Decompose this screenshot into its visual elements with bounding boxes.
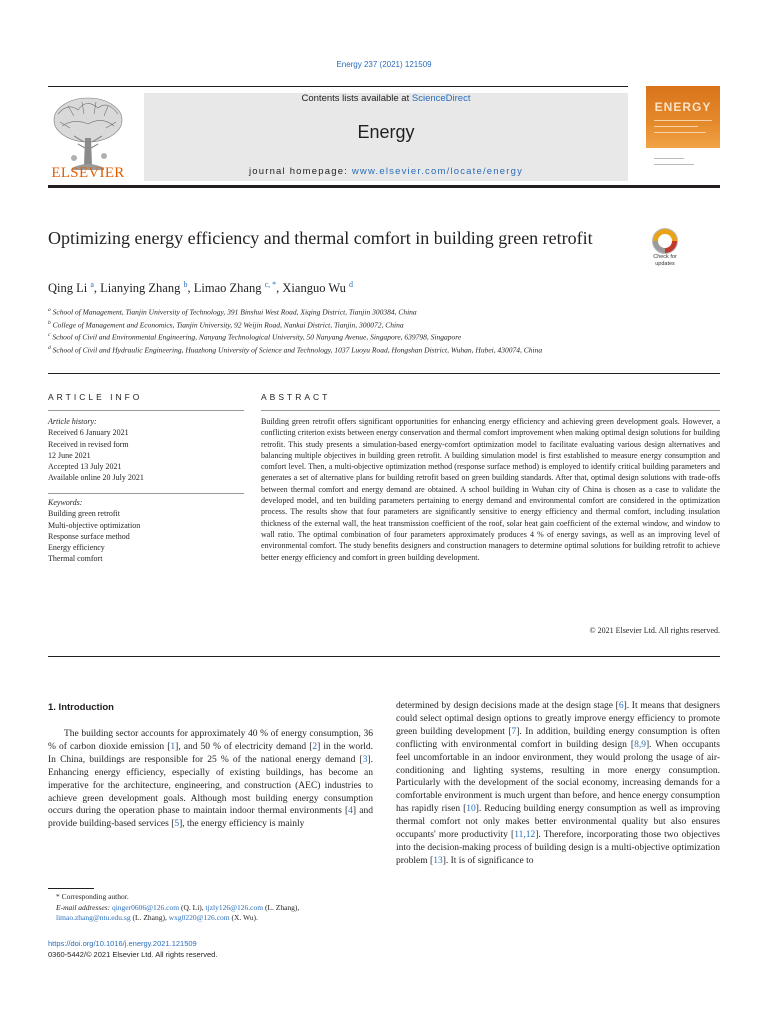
author-list: [48, 280, 698, 296]
contents-prefix: Contents lists available at: [301, 93, 412, 104]
homepage-prefix: journal homepage:: [248, 166, 352, 177]
affiliation-text: School of Management, Tianjin University of Technology, 391 Binshui West Road, Xiqing District, Tianjin 300384, China: [52, 307, 417, 317]
homepage-link[interactable]: www.elsevier.com/locate/energy: [351, 166, 524, 177]
reference-link[interactable]: 4: [348, 806, 353, 817]
reference-link[interactable]: 6: [618, 701, 624, 711]
reference-link[interactable]: 8,9: [634, 739, 646, 750]
body-text: ]. Reducing building energy consumption as well as improving thermal comfort not only makes better environmental quality but also ensures occupants' more productivity [: [396, 804, 721, 841]
affiliation-text: School of Civil and Hydraulic Engineering, Huazhong University of Science and Technology, 1037 Luoyu Road, Hongshan District, Wuhan, Hubei, 430074, China: [52, 345, 543, 354]
author-affil-mark[interactable]: c, *: [264, 280, 277, 289]
author-sep: ,: [187, 281, 194, 296]
author-affil-mark[interactable]: b: [183, 280, 188, 289]
body-text: The building sector accounts for approximately 40 % of energy consumption, 36 % of carbon dioxide emission [: [48, 729, 373, 752]
check-for-updates-label: [645, 254, 685, 267]
email-link[interactable]: wxg0220@126.com: [168, 913, 230, 922]
article-info-rule: [48, 410, 244, 411]
author-sep: ,: [93, 281, 101, 296]
email-owner: (L. Zhang),: [263, 902, 300, 912]
check-for-updates-badge[interactable]: [645, 228, 685, 268]
author-name[interactable]: Qing Li: [48, 281, 88, 296]
affiliation-list: [48, 305, 648, 355]
keyword: Building green retrofit: [48, 509, 120, 519]
body-column-right: [396, 700, 720, 868]
crossmark-center: [658, 234, 672, 248]
reference-link[interactable]: 2: [312, 741, 318, 752]
affiliation: [48, 318, 648, 331]
affiliation-text: College of Management and Economics, Tianjin University, 92 Weijin Road, Nankai District, Tianjin, 300072, China: [52, 320, 404, 329]
issn-copyright: 0360-5442/© 2021 Elsevier Ltd. All rights reserved.: [48, 950, 218, 959]
affiliation-mark: b: [48, 319, 51, 326]
cover-bottom-panel: [646, 148, 720, 178]
body-column-left: [48, 728, 373, 831]
keyword: Thermal comfort: [48, 554, 103, 564]
journal-homepage: [144, 166, 628, 177]
history-item: Received 6 January 2021: [48, 428, 129, 438]
abstract-body: Building green retrofit offers significant opportunities for enhancing energy efficiency and achieving green development goals. However, a conflicting criterion exists between energy conservation and thermal comfort improvement when making optimal design solutions for building retrofit. This study presents a simulation-based energy-comfort optimization model to facilitate evaluating various design alternatives and balancing multiple objectives in building green retrofit. A building simulation model is first established to measure energy consumption and comfort level. Then, a multi-objective optimization method (response surface method) is employed to identify critical building parameters and generates a set of alternative plans for building retrofit based on green building standards. After that, optimal design solutions with trade-offs between thermal comfort and energy demand are obtained. A school building in Wuhan city of China is chosen as a case to validate the developed model, and ten building parameters pertaining to energy demand and environmental comfort are considered in the optimization process. The results show that four parameters are significantly sensitive to energy efficiency and thermal comfort, including insulation thickness of the external wall, the heat transmission coefficient of the roof, solar heat gain coefficient of the external window, and window to wall ratio. The optimal combination of four parameters approximately produces 4 % of energy savings, as well as an improving level of environmental comfort. The study benefits designers and construction managers to determine optimal solutions for building retrofit to achieve better energy efficiency and comfort in green building development.: [261, 417, 720, 562]
affiliation: [48, 343, 648, 356]
article-info-heading: ARTICLE INFO: [48, 392, 143, 402]
email-addresses: [48, 903, 373, 924]
sciencedirect-link[interactable]: ScienceDirect: [411, 93, 471, 104]
affiliation-text: School of Civil and Environmental Engineering, Nanyang Technological University, 50 Nanyang Avenue, Singapore, 639798, Singapore: [52, 332, 462, 342]
email-owner: (Q. Li),: [179, 902, 206, 912]
author-affil-mark[interactable]: d: [349, 280, 354, 289]
article-history: [48, 416, 244, 484]
affiliation-mark: d: [48, 344, 51, 351]
keyword: Energy efficiency: [48, 543, 105, 553]
author-affil-mark[interactable]: a: [90, 280, 94, 289]
body-text: ] and provide building-based services [: [48, 806, 373, 830]
corresponding-author-footnote: [48, 892, 373, 924]
journal-title: Energy: [357, 122, 415, 142]
keyword: Response surface method: [48, 531, 130, 541]
body-text: ]. It means that designers could select optimal design options to greatly improve energy efficiency to promote green building development [: [396, 701, 720, 737]
affiliation: [48, 330, 648, 343]
email-owner: (L. Zhang),: [130, 913, 169, 922]
article-title: Optimizing energy efficiency and thermal comfort in building green retrofit: [48, 228, 593, 248]
badge-line: updates: [655, 260, 675, 267]
contents-availability: [144, 93, 628, 104]
cover-line: [654, 164, 694, 165]
author-sep: ,: [276, 281, 283, 296]
body-text: ]. When occupants feel uncomfortable in an indoor environment, they would prolong the usage of air-conditioning and lighting systems, resulting in more energy consumption. Particularly with the development of the social economy, increasing demands for a comfortable environment is much urgent than before, and hence energy consumption has rapidly risen [: [396, 739, 720, 815]
journal-citation[interactable]: Energy 237 (2021) 121509: [336, 60, 432, 69]
reference-link[interactable]: 13: [433, 855, 443, 866]
corresponding-author-note: * Corresponding author.: [56, 892, 129, 901]
cover-title: ENERGY: [654, 100, 712, 114]
keywords-label: Keywords:: [48, 498, 83, 507]
email-link[interactable]: limao.zhang@ntu.edu.sg: [56, 913, 131, 922]
email-link[interactable]: qinger0606@126.com: [111, 902, 180, 912]
badge-line: Check for: [653, 254, 677, 260]
footnote-rule: [48, 888, 94, 889]
body-text: determined by design decisions made at the design stage [: [396, 701, 619, 711]
reference-link[interactable]: 11,12: [514, 830, 536, 841]
body-text: ]. Enhancing energy efficiency, especially of existing buildings, has become an imperative for the architecture, engineering, and construction (AEC) industries to achieve green development goals. Although most building energy consumption occurs during the operation phase to maintain indoor thermal environments [: [48, 754, 373, 817]
cover-line: [654, 120, 712, 121]
introduction-heading: 1. Introduction: [48, 702, 114, 713]
reference-link[interactable]: 3: [362, 754, 368, 765]
section-rule: [48, 656, 720, 657]
keyword: Multi-objective optimization: [48, 520, 141, 530]
abstract-heading: ABSTRACT: [261, 392, 331, 402]
body-text: ]. In addition, building energy consumption is often conflicting with environmental comfort in building design [: [396, 726, 720, 750]
history-item: 12 June 2021: [48, 450, 91, 460]
affiliation-mark: c: [48, 332, 51, 338]
affiliation: [48, 305, 648, 318]
cover-line: [654, 126, 698, 127]
history-item: Available online 20 July 2021: [48, 473, 144, 483]
header-thick-rule: [48, 185, 720, 188]
body-text: ]. It is of significance to: [442, 855, 534, 866]
author-name[interactable]: Lianying Zhang: [100, 281, 181, 296]
author-name[interactable]: Xianguo Wu: [282, 281, 346, 296]
email-link[interactable]: tjzly126@126.com: [205, 902, 264, 912]
cover-line: [654, 158, 684, 159]
email-owner: (X. Wu).: [229, 913, 258, 922]
affiliation-mark: a: [48, 307, 51, 313]
keyword-list: [48, 497, 244, 565]
section-rule: [48, 373, 720, 374]
abstract-rule: [261, 410, 720, 411]
reference-link[interactable]: 1: [170, 741, 176, 752]
publisher-wordmark[interactable]: ELSEVIER: [51, 165, 125, 181]
reference-link[interactable]: 5: [174, 819, 180, 830]
body-text: ], the energy efficiency is mainly: [179, 819, 305, 830]
cover-art: [646, 86, 720, 148]
history-item: Received in revised form: [48, 439, 129, 449]
author-name[interactable]: Limao Zhang: [193, 281, 262, 296]
abstract-copyright: © 2021 Elsevier Ltd. All rights reserved.: [589, 626, 720, 635]
history-label: Article history:: [48, 417, 97, 426]
body-text: ]. Therefore, incorporating those two objectives into the decision-making process of building design is a multi-objective optimization problem [: [396, 830, 720, 866]
keywords-rule: [48, 493, 244, 494]
email-label: E-mail addresses:: [56, 902, 111, 912]
doi-link[interactable]: https://doi.org/10.1016/j.energy.2021.121509: [48, 939, 197, 948]
history-item: Accepted 13 July 2021: [48, 462, 122, 472]
header-rule: [48, 86, 628, 87]
body-text: ] in the world. In China, buildings are responsible for 25 % of the national energy demand [: [48, 741, 373, 765]
reference-link[interactable]: 7: [511, 726, 517, 737]
reference-link[interactable]: 10: [466, 804, 476, 815]
cover-line: [654, 132, 706, 133]
journal-cover-thumbnail[interactable]: [646, 86, 720, 178]
body-text: ], and 50 % of electricity demand [: [175, 741, 313, 752]
